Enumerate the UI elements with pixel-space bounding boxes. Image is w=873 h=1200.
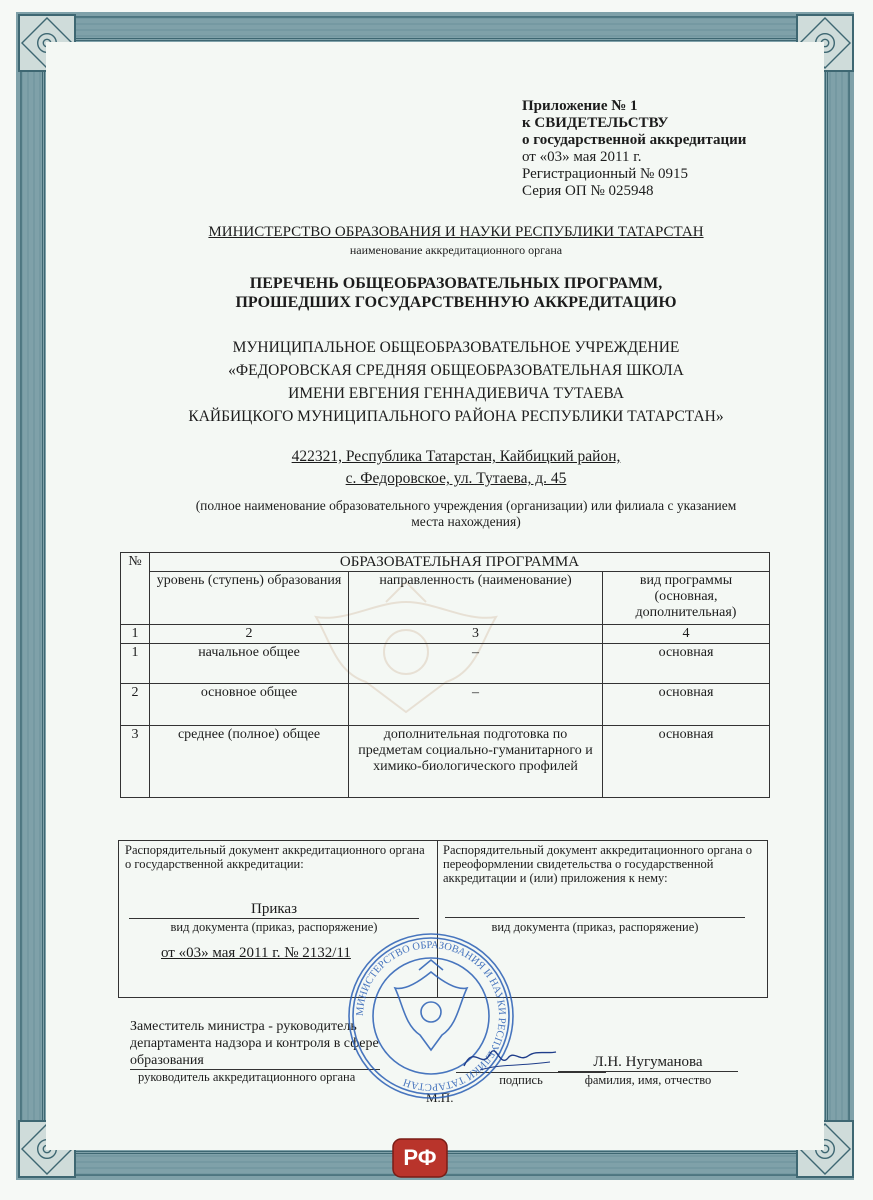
row-kind: основная (603, 684, 770, 726)
position-line-1: Заместитель министра - руководитель (130, 1019, 357, 1034)
address-line-1: 422321, Республика Татарстан, Кайбицкий район, (291, 448, 621, 465)
institution-line-3: ИМЕНИ ЕВГЕНИЯ ГЕННАДИЕВИЧА ТУТАЕВА (288, 385, 624, 402)
authority-name: МИНИСТЕРСТВО ОБРАЗОВАНИЯ И НАУКИ РЕСПУБЛИКИ ТАТАРСТАН (208, 224, 704, 240)
institution-caption (136, 498, 796, 530)
row-number: 1 (121, 644, 150, 684)
decree-right-caption: Распорядительный документ аккредитационного органа о переоформлении свидетельства о государственной аккредитации и (или) приложения к нему: (443, 843, 752, 885)
row-number: 3 (121, 726, 150, 798)
institution-line-1: МУНИЦИПАЛЬНОЕ ОБЩЕОБРАЗОВАТЕЛЬНОЕ УЧРЕЖДЕНИЕ (232, 339, 680, 356)
programs-table (120, 552, 770, 798)
appendix-number: Приложение № 1 (522, 98, 638, 114)
row-level: начальное общее (150, 644, 349, 684)
address-line-2: с. Федоровское, ул. Тутаева, д. 45 (345, 470, 567, 487)
signatory-name-caption: фамилия, имя, отчество (584, 1073, 712, 1087)
table-row (121, 684, 770, 726)
row-level: среднее (полное) общее (150, 726, 349, 798)
row-kind: основная (603, 644, 770, 684)
decree-right-line (445, 917, 745, 918)
number-cell: 1 (121, 625, 150, 644)
appendix-header (522, 98, 822, 200)
table-header-group-row (121, 553, 770, 572)
table-row (121, 726, 770, 798)
appendix-date: от «03» мая 2011 г. (522, 149, 642, 165)
rf-logo-text: РФ (403, 1145, 437, 1170)
position-caption: руководитель аккредитационного органа (138, 1070, 356, 1084)
signature-caption: подпись (499, 1073, 543, 1087)
decree-right-type-caption: вид документа (приказ, распоряжение) (491, 920, 699, 934)
appendix-subject: о государственной аккредитации (522, 132, 747, 148)
title-line-2: ПРОШЕДШИХ ГОСУДАРСТВЕННУЮ АККРЕДИТАЦИЮ (235, 294, 677, 311)
seal-place-label: М.П. (426, 1090, 454, 1105)
col-level-header: уровень (ступень) образования (150, 572, 349, 625)
col-kind-header: вид программы (основная, дополнительная) (603, 572, 770, 625)
title-line-1: ПЕРЕЧЕНЬ ОБЩЕОБРАЗОВАТЕЛЬНЫХ ПРОГРАММ, (249, 275, 663, 292)
document-title (106, 274, 806, 312)
series-number: Серия ОП № 025948 (522, 183, 654, 199)
official-stamp (345, 930, 517, 1102)
decree-left-type-caption: вид документа (приказ, распоряжение) (170, 920, 378, 934)
number-cell: 2 (150, 625, 349, 644)
program-group-header: ОБРАЗОВАТЕЛЬНАЯ ПРОГРАММА (150, 553, 770, 572)
registration-number: Регистрационный № 0915 (522, 166, 689, 182)
stamp-ring-text: МИНИСТЕРСТВО ОБРАЗОВАНИЯ И НАУКИ РЕСПУБЛИКИ ТАТАРСТАН (354, 939, 508, 1093)
row-number: 2 (121, 684, 150, 726)
institution-address (136, 446, 776, 490)
row-direction: – (349, 684, 603, 726)
row-kind: основная (603, 726, 770, 798)
row-direction: дополнительная подготовка по предметам социально-гуманитарного и химико-биологического профилей (349, 726, 603, 798)
number-cell: 3 (349, 625, 603, 644)
position-line-3: образования (130, 1052, 380, 1070)
rf-logo (392, 1138, 448, 1178)
authority-caption: наименование аккредитационного органа (349, 243, 563, 257)
decree-left-date: от «03» мая 2011 г. № 2132/11 (161, 945, 351, 961)
table-row (121, 644, 770, 684)
number-cell: 4 (603, 625, 770, 644)
institution-caption-line-2: места нахождения) (411, 514, 521, 529)
col-number-header: № (121, 553, 150, 625)
row-level: основное общее (150, 684, 349, 726)
institution-line-4: КАЙБИЦКОГО МУНИЦИПАЛЬНОГО РАЙОНА РЕСПУБЛИКИ ТАТАРСТАН» (188, 408, 724, 425)
handwritten-signature (460, 1040, 560, 1074)
institution-name (86, 336, 826, 428)
col-direction-header: направленность (наименование) (349, 572, 603, 625)
table-header-row (121, 572, 770, 625)
institution-line-2: «ФЕДОРОВСКАЯ СРЕДНЯЯ ОБЩЕОБРАЗОВАТЕЛЬНАЯ ШКОЛА (228, 362, 684, 379)
position-line-2: департамента надзора и контроля в сфере (130, 1036, 379, 1051)
row-direction: – (349, 644, 603, 684)
table-numbers-row (121, 625, 770, 644)
decree-left-caption: Распорядительный документ аккредитационного органа о государственной аккредитации: (125, 843, 425, 871)
appendix-to: к СВИДЕТЕЛЬСТВУ (522, 115, 669, 131)
institution-caption-line-1: (полное наименование образовательного учреждения (организации) или филиала с указанием (195, 498, 737, 513)
decree-left-value: Приказ (129, 901, 419, 919)
signatory-name: Л.Н. Нугуманова (558, 1054, 738, 1072)
